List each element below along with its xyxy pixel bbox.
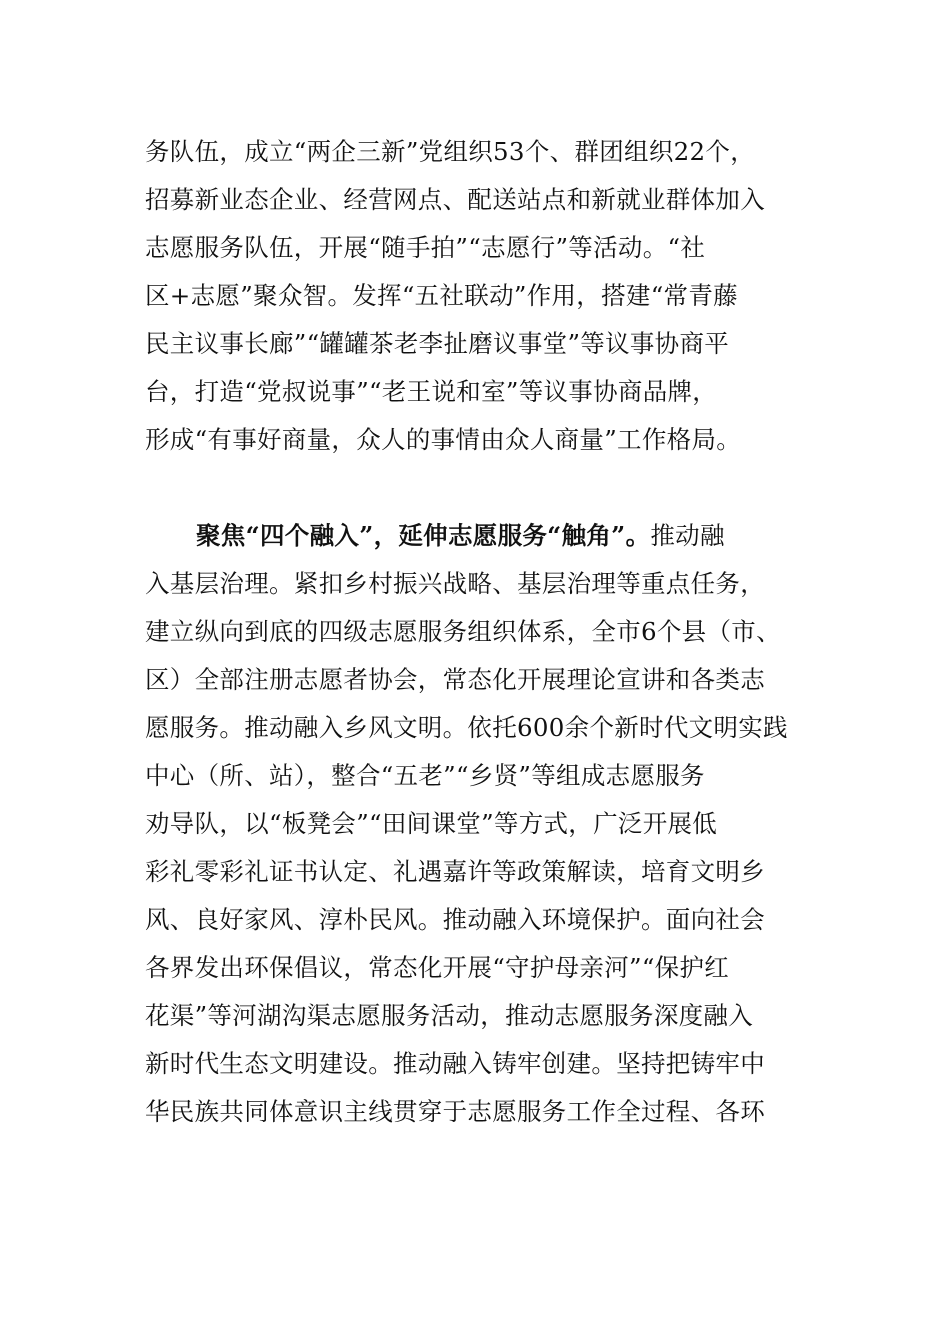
paragraph-2-line-9: 风、良好家风、淳朴民风。推动融入环境保护。面向社会 [145, 905, 765, 934]
paragraph-1-line-1: 务队伍，成立“两企三新”党组织53个、群团组织22个， [145, 137, 755, 166]
paragraph-2-first-line [196, 520, 876, 552]
paragraph-2-line-5: 愿服务。推动融入乡风文明。依托600余个新时代文明实践 [145, 713, 788, 742]
paragraph-2-line-12: 新时代生态文明建设。推动融入铸牢创建。坚持把铸牢中 [145, 1049, 765, 1078]
paragraph-2-first-line-rest: 推动融 [650, 521, 725, 550]
paragraph-1-line-7: 形成“有事好商量，众人的事情由众人商量”工作格局。 [145, 425, 742, 454]
paragraph-2-line-13: 华民族共同体意识主线贯穿于志愿服务工作全过程、各环 [145, 1097, 765, 1126]
paragraph-2-line-6: 中心（所、站），整合“五老”“乡贤”等组成志愿服务 [145, 761, 705, 790]
paragraph-2-heading: 聚焦“四个融入”，延伸志愿服务“触角”。 [196, 521, 651, 550]
paragraph-2-line-7: 劝导队，以“板凳会”“田间课堂”等方式，广泛开展低 [145, 809, 718, 838]
paragraph-2-line-11: 花渠”等河湖沟渠志愿服务活动，推动志愿服务深度融入 [145, 1001, 754, 1030]
paragraph-1-line-6: 台，打造“党叔说事”“老王说和室”等议事协商品牌， [145, 377, 718, 406]
paragraph-2-line-3: 建立纵向到底的四级志愿服务组织体系，全市6个县（市、 [145, 617, 781, 646]
paragraph-1-line-3: 志愿服务队伍，开展“随手拍”“志愿行”等活动。“社 [145, 233, 706, 262]
paragraph-2-line-10: 各界发出环保倡议，常态化开展“守护母亲河”“保护红 [145, 953, 730, 982]
paragraph-2-line-2: 入基层治理。紧扣乡村振兴战略、基层治理等重点任务， [145, 569, 765, 598]
paragraph-2-line-4: 区）全部注册志愿者协会，常态化开展理论宣讲和各类志 [145, 665, 765, 694]
paragraph-2-line-8: 彩礼零彩礼证书认定、礼遇嘉许等政策解读，培育文明乡 [145, 857, 765, 886]
paragraph-1-line-4: 区+志愿”聚众智。发挥“五社联动”作用，搭建“常青藤 [145, 281, 738, 310]
paragraph-1-line-2: 招募新业态企业、经营网点、配送站点和新就业群体加入 [145, 185, 765, 214]
paragraph-1-line-5: 民主议事长廊”“罐罐茶老李扯磨议事堂”等议事协商平 [145, 329, 730, 358]
